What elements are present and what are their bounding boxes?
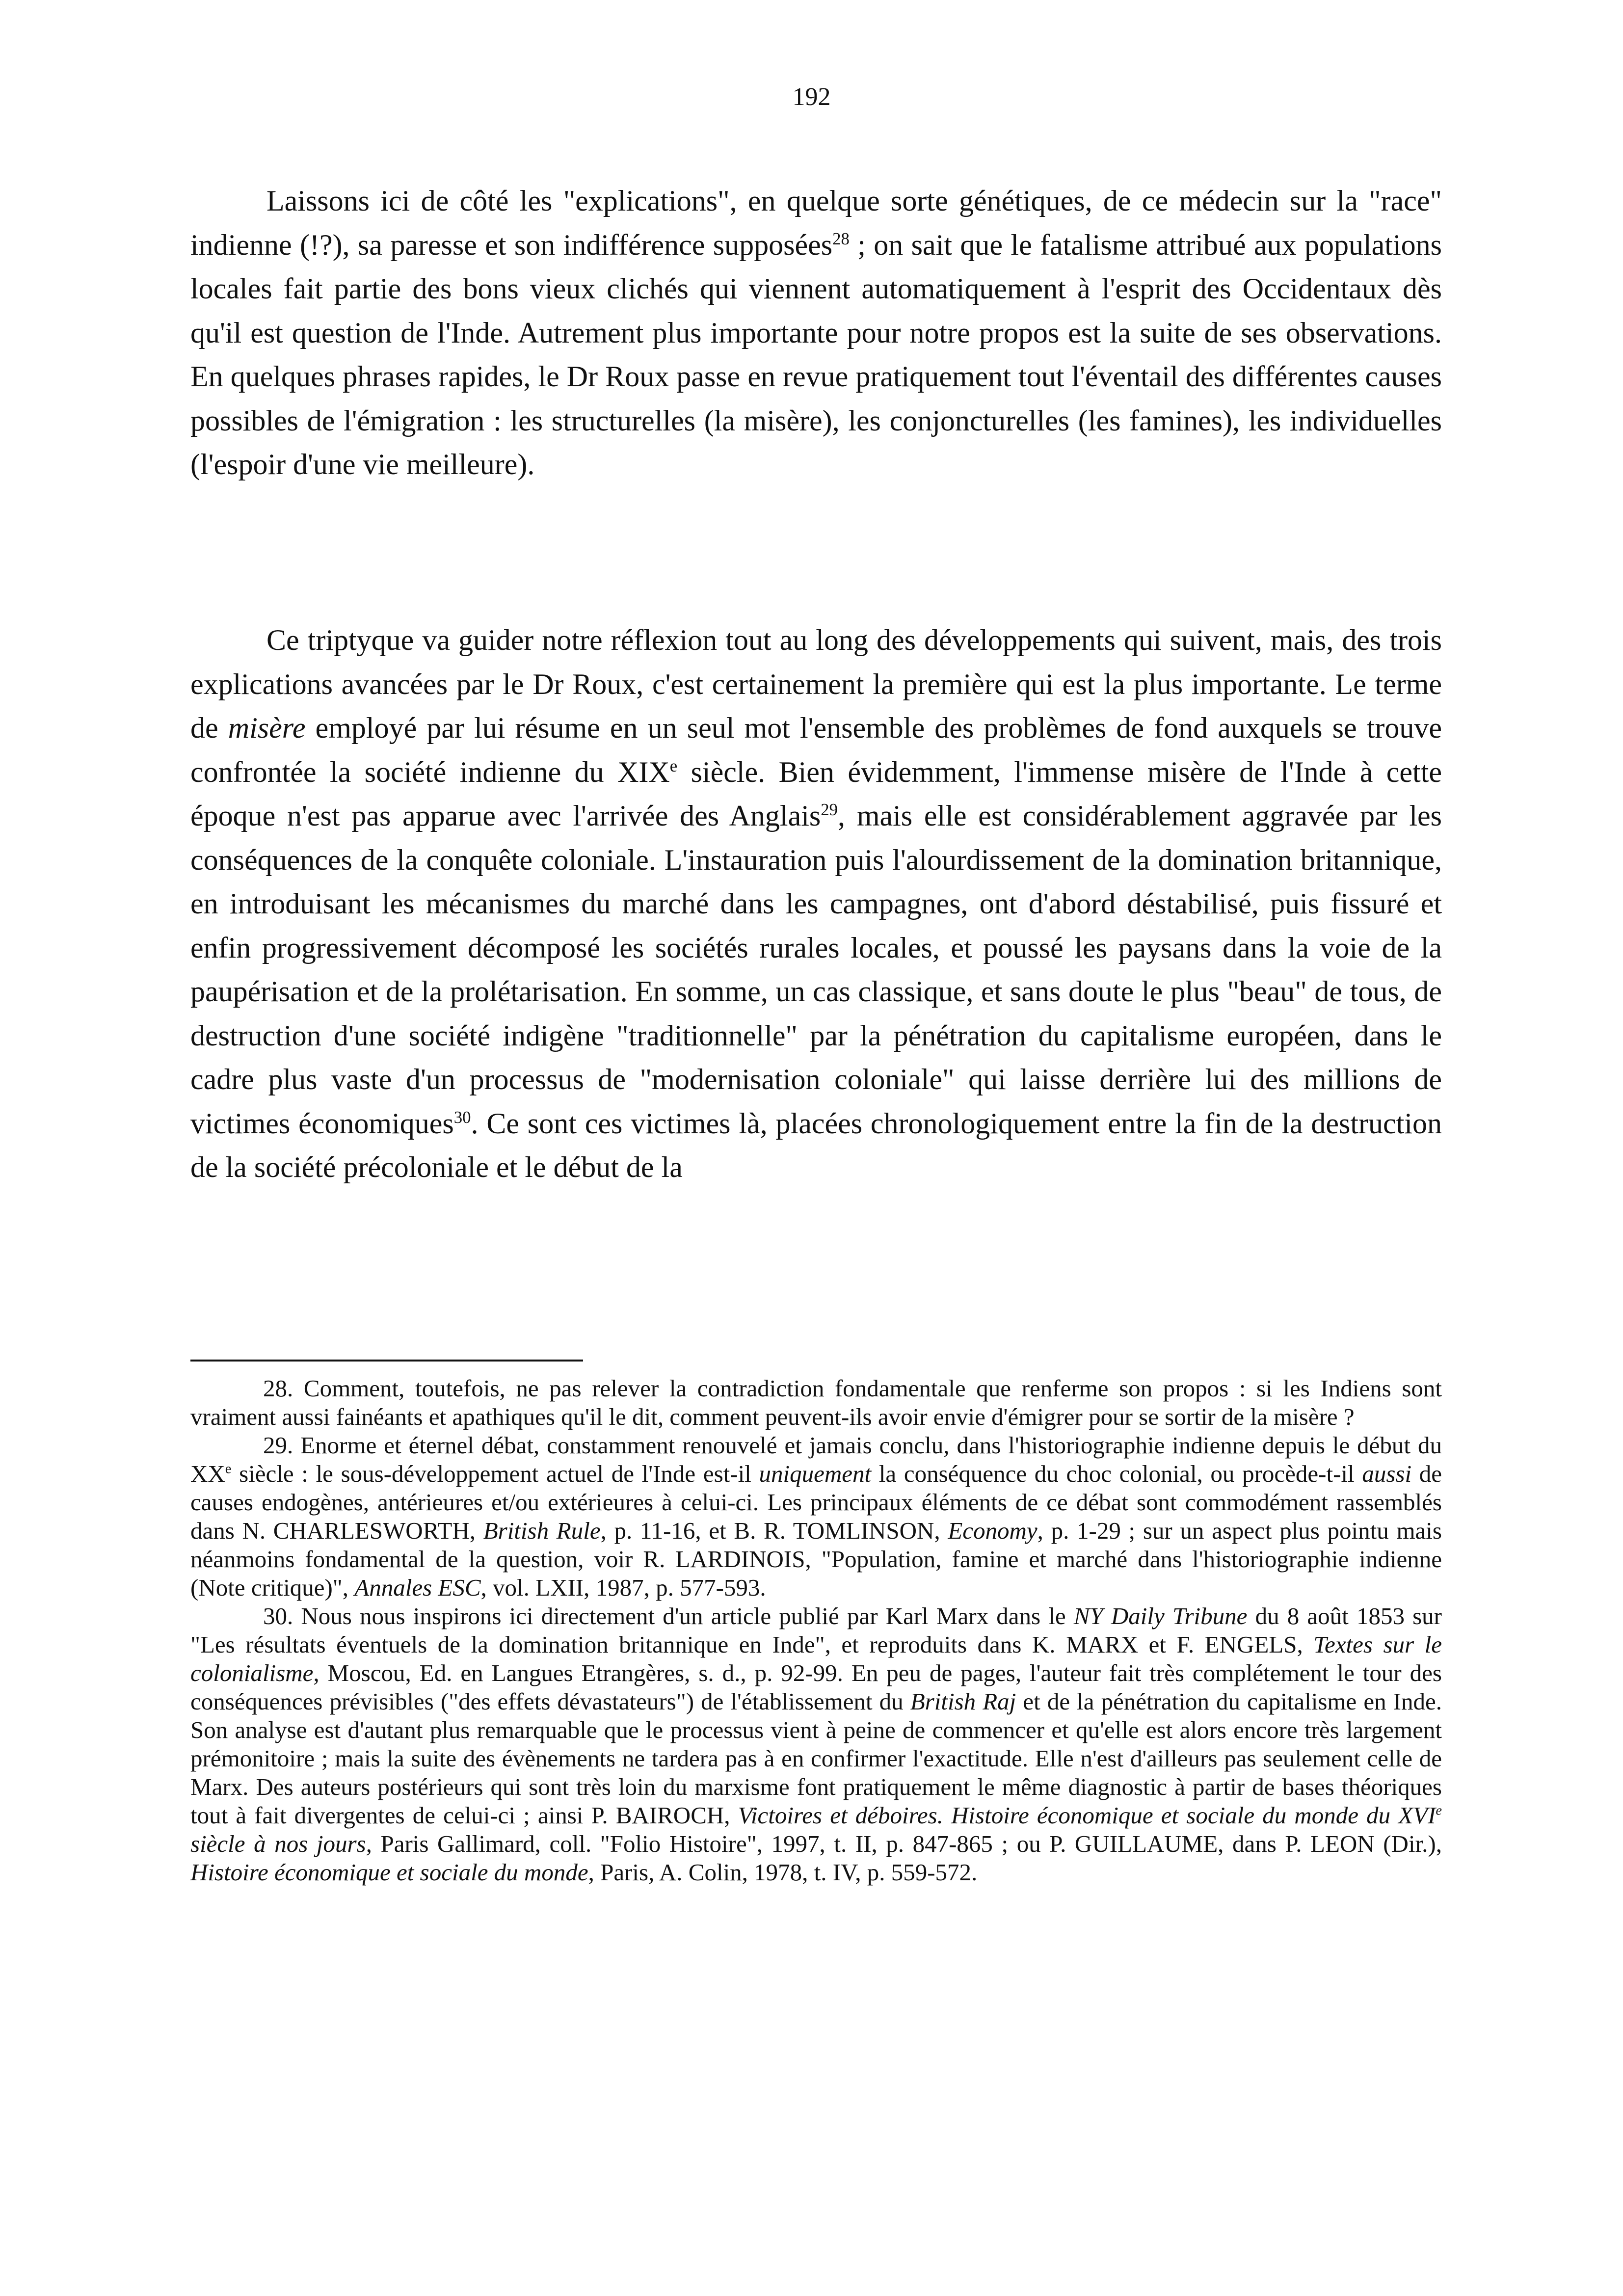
text-run: ; on sait que le fatalisme attribué aux populations locales fait partie des bons vieux clichés qui viennent automatiquement à l'esprit des Occidentaux dès qu'il est question de l'Inde. Autrement plus importante pour notre propos est la suite de ses observations. En quelques phrases rapides, le Dr Roux passe en revue pratiquement tout l'éventail des différentes causes possibles de l'émigration : les structurelles (la misère), les conjoncturelles (les famines), les individuelles (l'espoir d'une vie meilleure). (190, 228, 1442, 481)
text-run: 28. Comment, toutefois, ne pas relever la contradiction fondamentale que renferme son propos : si les Indiens sont vraiment aussi fainéants et apathiques qu'il le dit, comment peuvent-ils avoir envie d'émigrer pour se sortir de la misère ? (190, 1375, 1442, 1430)
text-run: Paris Gallimard, coll. "Folio Histoire", 1997, t. II, p. 847-865 ; ou P. GUILLAUME, dans P. LEON (Dir.), (372, 1830, 1442, 1857)
footnote-30 (190, 1602, 1442, 1887)
footnotes (190, 1374, 1442, 1887)
italic-text: Textes sur le colonialisme, (190, 1631, 1442, 1686)
text-run: Ce triptyque va guider notre réflexion tout au long des développements qui suivent, mais, des trois explications avancées par le Dr Roux, c'est certainement la première qui est la plus importante. Le terme de (190, 624, 1442, 744)
superscript: 28 (832, 229, 850, 248)
text-run: , p. 1-29 ; sur un aspect plus pointu mais néanmoins fondamental de la question, voir R. LARDINOIS, "Population, famine et marché dans l'historiographie indienne (Note critique)", (190, 1517, 1442, 1601)
superscript: 30 (453, 1107, 471, 1127)
page-number: 192 (792, 83, 831, 111)
text-run: Moscou, Ed. en Langues Etrangères, s. d., p. 92-99. En peu de pages, l'auteur fait très complétement le tour des conséquences prévisibles ("des effets dévastateurs") de l'établissement du (190, 1659, 1442, 1715)
superscript: 29 (821, 800, 838, 819)
superscript: e (1436, 1803, 1442, 1818)
italic-text: British Rule (483, 1517, 601, 1544)
text-run: , Paris, A. Colin, 1978, t. IV, p. 559-572. (588, 1859, 978, 1886)
text-run: siècle : le sous-développement actuel de l'Inde est-il (231, 1460, 759, 1487)
italic-text: misère (228, 712, 306, 744)
text-run: la conséquence du choc colonial, ou procède-t-il (871, 1460, 1362, 1487)
text-run: , vol. LXII, 1987, p. 577-593. (480, 1574, 766, 1601)
text-run: , mais elle est considérablement aggravée par les conséquences de la conquête coloniale. L'instauration puis l'alourdissement de la domination britannique, en introduisant les mécanismes du marché dans les campagnes, ont d'abord déstabilisé, puis fissuré et enfin progressivement décomposé les sociétés rurales locales, et poussé les paysans dans la voie de la paupérisation et de la prolétarisation. En somme, un cas classique, et sans doute le plus "beau" de tous, de destruction d'une société indigène "traditionnelle" par la pénétration du capitalisme européen, dans le cadre plus vaste d'un processus de "modernisation coloniale" qui laisse derrière lui des millions de victimes économiques (190, 800, 1442, 1140)
footnote-28 (190, 1374, 1442, 1431)
italic-text: NY Daily Tribune (1073, 1602, 1248, 1629)
text-run: Laissons ici de côté les "explications", en quelque sorte génétiques, de ce médecin sur la "race" indienne (!?), sa paresse et son indifférence supposées (190, 185, 1442, 261)
body-paragraph-2 (190, 618, 1442, 1279)
text-run: . Ce sont ces victimes là, placées chronologiquement entre la fin de la destruction de la société précoloniale et le début de la (190, 1107, 1442, 1183)
italic-text: siècle à nos jours, (190, 1830, 372, 1857)
footnote-29 (190, 1431, 1442, 1602)
text-run: du 8 août 1853 sur "Les résultats éventuels de la domination britannique en Inde", et reproduits dans K. MARX et F. ENGELS, (190, 1602, 1442, 1658)
italic-text: Annales ESC (354, 1574, 481, 1601)
text-run: 29. Enorme et éternel débat, constamment renouvelé et jamais conclu, dans l'historiographie indienne depuis le début du XX (190, 1432, 1442, 1487)
footnote-separator (190, 1360, 583, 1362)
text-run: de causes endogènes, antérieures et/ou extérieures à celui-ci. Les principaux éléments de ce débat sont commodément rassemblés dans N. CHARLESWORTH, (190, 1460, 1442, 1544)
italic-text: aussi (1362, 1460, 1412, 1487)
body-paragraph-1 (190, 179, 1442, 487)
text-run: et de la pénétration du capitalisme en Inde. Son analyse est d'autant plus remarquable que le processus vient à peine de commencer et qu'elle est alors encore très largement prémonitoire ; mais la suite des évènements ne tardera pas à en confirmer l'exactitude. Elle n'est d'ailleurs pas seulement celle de Marx. Des auteurs postérieurs qui sont très loin du marxisme font pratiquement le même diagnostic à partir de bases théoriques tout à fait divergentes de celui-ci ; ainsi P. BAIROCH, (190, 1688, 1442, 1829)
italic-text: uniquement (759, 1460, 872, 1487)
superscript: e (669, 756, 678, 775)
italic-text: Economy (948, 1517, 1038, 1544)
italic-text: Histoire économique et sociale du monde (190, 1859, 588, 1886)
text-run: employé par lui résume en un seul mot l'ensemble des problèmes de fond auxquels se trouve confrontée la société indienne du XIX (190, 712, 1442, 788)
text-run: siècle. Bien évidemment, l'immense misère de l'Inde à cette époque n'est pas apparue avec l'arrivée des Anglais (190, 755, 1442, 832)
text-run: , p. 11-16, et B. R. TOMLINSON, (600, 1517, 948, 1544)
italic-text: Victoires et déboires. Histoire économique et sociale du monde du XVI (738, 1802, 1436, 1829)
italic-text: British Raj (910, 1688, 1016, 1715)
superscript: e (225, 1461, 232, 1477)
text-run: 30. Nous nous inspirons ici directement d'un article publié par Karl Marx dans le (263, 1602, 1074, 1629)
